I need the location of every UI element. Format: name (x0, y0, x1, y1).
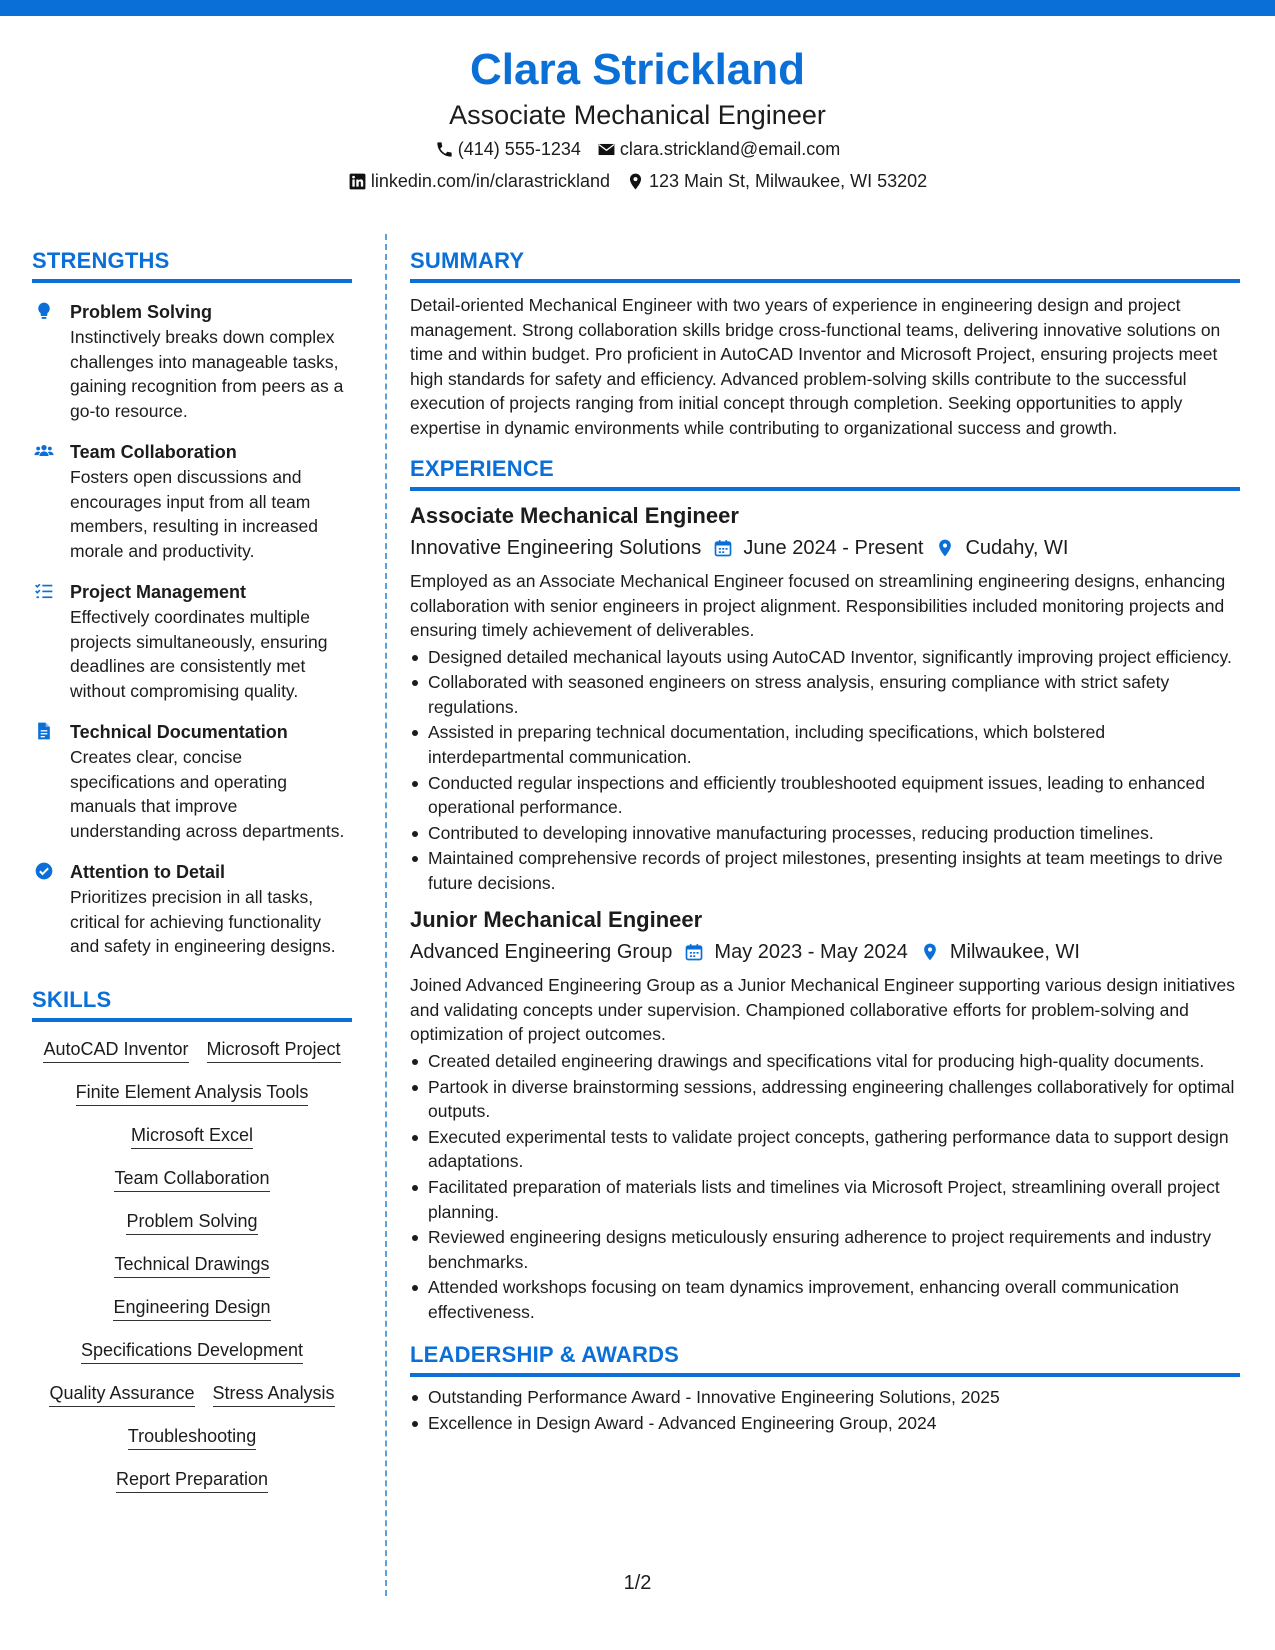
envelope-icon (597, 140, 616, 159)
skill-row (114, 1165, 269, 1192)
skills-list (32, 1036, 352, 1509)
job-bullet: Executed experimental tests to validate project concepts, gathering performance data to support design adaptations. (410, 1125, 1240, 1174)
contact-row-1 (0, 134, 1275, 164)
strength-title: Technical Documentation (70, 722, 288, 742)
job-dates: May 2023 - May 2024 (714, 941, 908, 964)
strength-desc: Instinctively breaks down complex challenges into manageable tasks, gaining recognition from peers as a go-to resource. (70, 327, 344, 421)
job-description: Joined Advanced Engineering Group as a Junior Mechanical Engineer supporting various design initiatives and validating concepts under supervision. Championed collaborative efforts for problem-solving and optimization of project outcomes. (410, 975, 1235, 1045)
calendar-icon (684, 942, 704, 962)
summary-heading: SUMMARY (410, 246, 1240, 283)
skill-tag: Microsoft Excel (131, 1122, 253, 1149)
job-meta (410, 533, 1240, 563)
contact-row-2 (0, 166, 1275, 196)
skill-row (126, 1208, 257, 1235)
skill-row (113, 1294, 270, 1321)
strengths-heading: STRENGTHS (32, 246, 352, 283)
skill-tag: Technical Drawings (114, 1251, 269, 1278)
job-company: Advanced Engineering Group (410, 941, 673, 964)
awards-list (410, 1385, 1240, 1435)
column-divider (385, 234, 387, 1596)
job-meta (410, 937, 1240, 967)
strength-desc: Fosters open discussions and encourages input from all team members, resulting in increased morale and productivity. (70, 467, 319, 561)
skill-tag: Stress Analysis (213, 1380, 335, 1407)
candidate-name: Clara Strickland (469, 45, 806, 94)
awards-heading: LEADERSHIP & AWARDS (410, 1340, 1240, 1377)
skill-tag: AutoCAD Inventor (43, 1036, 188, 1063)
skill-tag: Problem Solving (126, 1208, 257, 1235)
job-title: Associate Mechanical Engineer (410, 503, 739, 528)
job-company: Innovative Engineering Solutions (410, 537, 702, 559)
job-bullets (410, 645, 1240, 896)
resume-header (0, 42, 1275, 196)
skill-tag: Quality Assurance (49, 1380, 194, 1407)
strength-desc: Creates clear, concise specifications and operating manuals that improve understanding across departments. (70, 747, 345, 841)
address-text: 123 Main St, Milwaukee, WI 53202 (648, 171, 928, 191)
job-dates: June 2024 - Present (743, 537, 924, 559)
page-number: 1/2 (623, 1572, 652, 1594)
linkedin-text: linkedin.com/in/clarastrickland (370, 171, 610, 191)
job-title: Junior Mechanical Engineer (410, 907, 703, 933)
skill-row (49, 1380, 334, 1407)
strength-title: Project Management (70, 582, 247, 602)
candidate-title: Associate Mechanical Engineer (449, 100, 826, 130)
job-bullet: Conducted regular inspections and efficiently troubleshooted equipment issues, leading to enhanced operational performance. (410, 771, 1240, 820)
skill-row (116, 1466, 268, 1493)
skill-tag: Finite Element Analysis Tools (76, 1079, 309, 1106)
job-bullet: Designed detailed mechanical layouts using AutoCAD Inventor, significantly improving project efficiency. (410, 645, 1240, 670)
linkedin-contact[interactable] (348, 166, 610, 196)
skill-tag: Team Collaboration (114, 1165, 269, 1192)
phone-icon (435, 140, 454, 159)
address-contact (626, 166, 927, 196)
job-entry (410, 905, 1240, 1324)
job-entry (410, 501, 1240, 895)
lightbulb-icon (34, 301, 54, 321)
skill-row (43, 1036, 340, 1063)
strength-item (32, 719, 352, 843)
skill-row (76, 1079, 309, 1106)
left-column (32, 246, 352, 1509)
strength-title: Problem Solving (70, 302, 213, 322)
phone-text: (414) 555-1234 (457, 139, 581, 159)
users-icon (34, 441, 54, 461)
linkedin-icon (348, 172, 367, 191)
skill-tag: Report Preparation (116, 1466, 268, 1493)
job-bullet: Reviewed engineering designs meticulously ensuring adherence to project requirements and industry benchmarks. (410, 1225, 1240, 1274)
award-item: Outstanding Performance Award - Innovative Engineering Solutions, 2025 (410, 1385, 1240, 1410)
job-location: Milwaukee, WI (949, 941, 1080, 964)
skill-row (128, 1423, 256, 1450)
job-bullet: Maintained comprehensive records of project milestones, presenting insights at team meetings to drive future decisions. (410, 846, 1240, 895)
skill-tag: Troubleshooting (128, 1423, 256, 1450)
strength-item (32, 859, 352, 959)
award-item: Excellence in Design Award - Advanced Engineering Group, 2024 (410, 1411, 1240, 1436)
job-bullet: Facilitated preparation of materials lists and timelines via Microsoft Project, streamlining overall project planning. (410, 1175, 1240, 1224)
job-bullets (410, 1049, 1240, 1324)
top-accent-bar (0, 0, 1275, 16)
job-bullet: Assisted in preparing technical documentation, including specifications, which bolstered interdepartmental communication. (410, 720, 1240, 769)
email-contact[interactable] (597, 134, 840, 164)
strength-title: Team Collaboration (70, 442, 237, 462)
phone-contact (435, 134, 581, 164)
calendar-icon (713, 538, 733, 558)
strength-desc: Effectively coordinates multiple projects simultaneously, ensuring deadlines are consistently met without compromising quality. (70, 607, 328, 701)
document-icon (34, 721, 54, 741)
summary-text: Detail-oriented Mechanical Engineer with two years of experience in engineering design and project management. Strong collaboration skills bridge cross-functional teams, delivering innovative solutions on time and within budget. Pro proficient in AutoCAD Inventor and Microsoft Project, ensuring projects meet high standards for safety and efficiency. Advanced problem-solving skills contribute to the successful execution of projects ranging from initial concept through completion. Seeking opportunities to apply expertise in dynamic environments while contributing to organizational success and growth. (410, 295, 1221, 438)
skill-tag: Specifications Development (81, 1337, 303, 1364)
email-text: clara.strickland@email.com (619, 139, 841, 159)
list-check-icon (34, 581, 54, 601)
job-description: Employed as an Associate Mechanical Engineer focused on streamlining engineering designs, enhancing collaboration with senior engineers in project alignment. Responsibilities included monitoring projects and ensuring timely achievement of deliverables. (410, 571, 1226, 640)
skill-tag: Microsoft Project (207, 1036, 341, 1063)
job-location: Cudahy, WI (965, 537, 1069, 559)
job-bullet: Contributed to developing innovative manufacturing processes, reducing production timelines. (410, 821, 1240, 846)
strength-desc: Prioritizes precision in all tasks, critical for achieving functionality and safety in engineering designs. (70, 887, 336, 956)
skill-row (131, 1122, 253, 1149)
skills-heading: SKILLS (32, 985, 352, 1022)
strength-item (32, 299, 352, 423)
experience-heading: EXPERIENCE (410, 454, 1240, 491)
strength-item (32, 439, 352, 563)
job-bullet: Collaborated with seasoned engineers on stress analysis, ensuring compliance with strict safety regulations. (410, 670, 1240, 719)
skill-row (81, 1337, 303, 1364)
map-pin-icon (920, 942, 940, 962)
map-pin-icon (626, 172, 645, 191)
job-bullet: Attended workshops focusing on team dynamics improvement, enhancing overall communication effectiveness. (410, 1275, 1240, 1324)
skill-row (114, 1251, 269, 1278)
check-circle-icon (34, 861, 54, 881)
right-column (410, 246, 1240, 1437)
skill-tag: Engineering Design (113, 1294, 270, 1321)
job-bullet: Partook in diverse brainstorming sessions, addressing engineering challenges collaboratively for optimal outputs. (410, 1075, 1240, 1124)
map-pin-icon (935, 538, 955, 558)
strength-item (32, 579, 352, 703)
strength-title: Attention to Detail (70, 862, 225, 882)
job-bullet: Created detailed engineering drawings and specifications vital for producing high-quality documents. (410, 1049, 1240, 1074)
